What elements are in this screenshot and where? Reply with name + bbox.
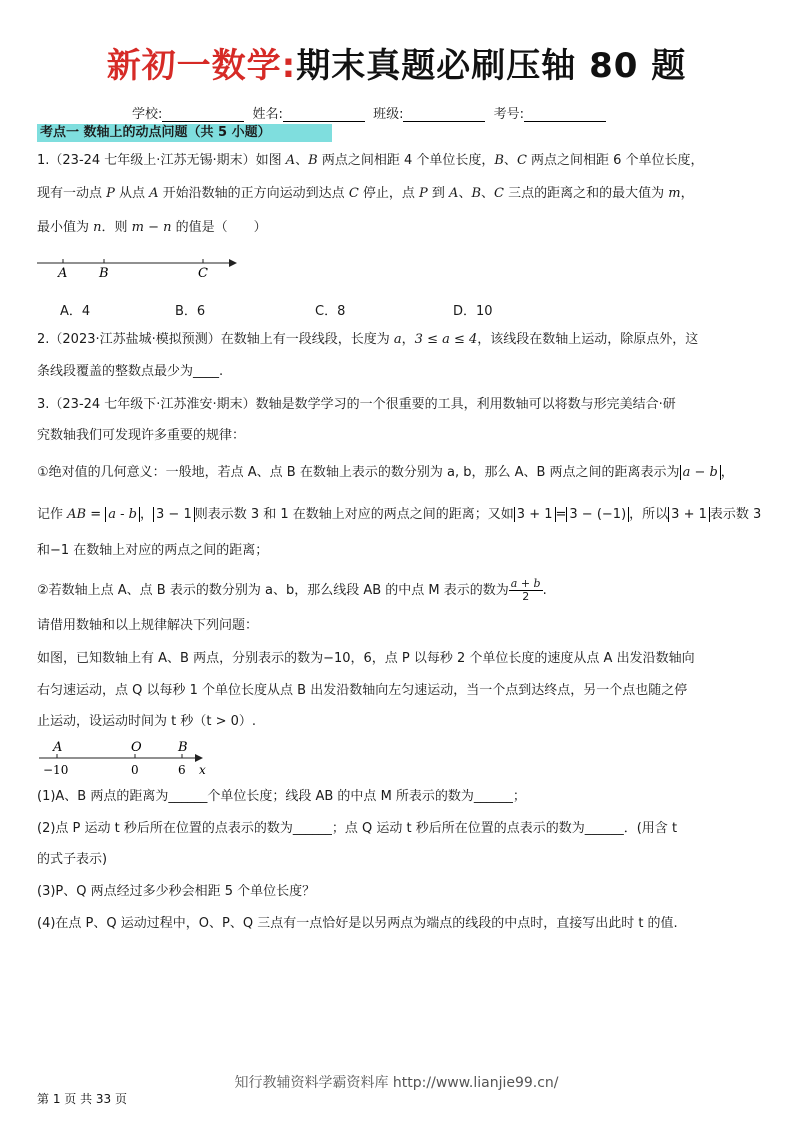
q3-rule-3: 和−1 在数轴上对应的两点之间的距离； — [37, 543, 269, 558]
q3-line-1: 3.（23-24 七年级下·江苏淮安·期末）数轴是数学学习的一个很重要的工具，利用数轴可以将数与形完美结合·研 — [37, 397, 676, 412]
q3-rule-1 — [37, 464, 734, 482]
q1-axis-label-a: A — [58, 266, 68, 281]
exam-no-blank[interactable] — [524, 107, 606, 122]
q1-choice-d[interactable]: D．10 — [453, 304, 493, 319]
footer-source-link[interactable]: 知行教辅资料学霸资料库 http://www.lianjie99.cn/ — [234, 1075, 559, 1091]
q1-var: n — [93, 220, 102, 235]
q3-sub-2b: 的式子表示) — [37, 852, 108, 867]
q2-text: ，该线段在数轴上运动，除原点外，这 — [477, 332, 699, 347]
q3-sub-1: (1)A、B 两点的距离为______个单位长度；线段 AB 的中点 M 所表示的数为______； — [37, 789, 526, 804]
q3-tick-label-b: 6 — [178, 763, 186, 777]
q1-text: 、 — [458, 186, 472, 201]
q1-var: P — [419, 186, 428, 201]
school-label: 学校: — [132, 107, 163, 122]
q1-choice-c[interactable]: C．8 — [315, 304, 346, 319]
q3-text: ， — [140, 507, 154, 522]
q2-var: a — [393, 332, 402, 347]
q1-text: 、 — [295, 153, 309, 168]
q3-abs-expr: a − b — [680, 465, 721, 480]
q1-axis-label-c: C — [198, 266, 208, 281]
q1-text: 停止，点 — [358, 186, 420, 201]
q1-var: m − n — [131, 220, 172, 235]
q1-text: 两点之间相距 4 个单位长度， — [317, 153, 495, 168]
class-blank[interactable] — [403, 107, 485, 122]
q2-text: ， — [401, 332, 415, 347]
q1-text: 、 — [481, 186, 495, 201]
q1-text: ．则 — [101, 220, 132, 235]
q3-fraction-num: a + b — [510, 577, 541, 590]
footer-page-number: 第 1 页 共 33 页 — [37, 1092, 127, 1106]
q1-text: 现有一动点 — [37, 186, 107, 201]
q1-text: ， — [680, 186, 694, 201]
q1-var: m — [668, 186, 681, 201]
q3-text: = — [555, 507, 567, 522]
q3-number-line — [37, 738, 217, 780]
q3-line-2: 究数轴我们可发现许多重要的规律： — [37, 428, 246, 443]
name-blank[interactable] — [283, 107, 365, 122]
q3-text: ， — [720, 465, 734, 480]
q1-choice-b[interactable]: B．6 — [175, 304, 206, 319]
q3-prompt: 请借用数轴和以上规律解决下列问题： — [37, 618, 259, 633]
q1-var: C — [348, 186, 359, 201]
q1-var: B — [308, 153, 318, 168]
q3-abs-expr: 3 − (−1) — [566, 507, 629, 522]
q1-axis-label-b: B — [99, 266, 109, 281]
q2-line-2: 条线段覆盖的整数点最少为____. — [37, 364, 224, 379]
q1-var: C — [494, 186, 504, 201]
q3-rule-2 — [37, 506, 761, 524]
section-header: 考点一 数轴上的动点问题（共 5 小题） — [37, 124, 332, 142]
q3-abs-expr: 3 + 1 — [668, 507, 710, 522]
page-title — [0, 38, 793, 87]
exam-no-label: 考号: — [493, 107, 524, 122]
title-part-black: 期末真题必刷压轴 80 题 — [296, 46, 687, 86]
q3-fraction — [509, 578, 543, 603]
q3-axis-x-label: x — [199, 763, 206, 777]
q1-axis-arrow — [229, 259, 237, 267]
q3-text: 则表示数 3 和 1 在数轴上对应的两点之间的距离；又如 — [194, 507, 514, 522]
q3-tick-label-a: −10 — [43, 763, 69, 777]
q1-text: 最小值为 — [37, 220, 94, 235]
q3-axis-label-a: A — [53, 740, 63, 755]
q3-text: ，所以 — [629, 507, 669, 522]
q1-line-2 — [37, 185, 694, 203]
q3-text: . — [542, 583, 547, 598]
q3-text: ②若数轴上点 A、点 B 表示的数分别为 a、b，那么线段 AB 的中点 M 表示的数为 — [37, 583, 509, 598]
q1-line-3 — [37, 219, 267, 237]
q3-tick-label-o: 0 — [131, 763, 139, 777]
q1-text: 从点 — [114, 186, 150, 201]
q3-rule-4 — [37, 578, 547, 603]
q3-text: 表示数 3 — [709, 507, 762, 522]
class-label: 班级: — [373, 107, 404, 122]
q1-text: 三点的距离之和的最大值为 — [503, 186, 669, 201]
q2-inequality: 3 ≤ a ≤ 4 — [414, 332, 478, 347]
q3-axis-label-o: O — [131, 740, 142, 755]
q1-var: C — [516, 153, 527, 168]
q1-var: B — [494, 153, 504, 168]
q3-var: AB — [67, 507, 87, 522]
q3-sub-4: (4)在点 P、Q 运动过程中，O、P、Q 三点有一点恰好是以另两点为端点的线段的中点时，直接写出此时 t 的值. — [37, 916, 678, 931]
q3-axis-arrow — [195, 754, 203, 762]
q3-body-3: 止运动，设运动时间为 t 秒（t > 0）. — [37, 714, 257, 729]
q3-axis-label-b: B — [178, 740, 188, 755]
q2-line-1 — [37, 331, 698, 349]
q3-text: = — [86, 507, 106, 522]
q2-text: 2.（2023·江苏盐城·模拟预测）在数轴上有一段线段，长度为 — [37, 332, 394, 347]
student-info-row — [132, 103, 610, 122]
q3-abs-expr: 3 − 1 — [153, 507, 195, 522]
q3-body-1: 如图，已知数轴上有 A、B 两点，分别表示的数为−10，6，点 P 以每秒 2 个单位长度的速度从点 A 出发沿数轴向 — [37, 651, 695, 666]
q1-var: B — [471, 186, 482, 201]
q1-text: 的值是（ ） — [171, 220, 267, 235]
q1-line-1 — [37, 152, 704, 170]
q1-var: A — [285, 153, 296, 168]
q3-fraction-den: 2 — [522, 590, 530, 603]
q3-abs-expr: 3 + 1 — [514, 507, 556, 522]
q3-sub-3: (3)P、Q 两点经过多少秒会相距 5 个单位长度？ — [37, 884, 316, 899]
q1-text: 两点之间相距 6 个单位长度， — [526, 153, 704, 168]
q1-number-line — [37, 254, 247, 284]
title-part-red: 新初一数学: — [106, 46, 297, 86]
q3-text: 记作 — [37, 507, 68, 522]
name-label: 姓名: — [252, 107, 283, 122]
q1-text: 到 — [427, 186, 450, 201]
q1-var: P — [106, 186, 115, 201]
q1-choice-a[interactable]: A．4 — [60, 304, 91, 319]
q1-var: A — [449, 186, 459, 201]
q3-sub-2a: (2)点 P 运动 t 秒后所在位置的点表示的数为______；点 Q 运动 t 秒后所在位置的点表示的数为______．(用含 t — [37, 821, 678, 836]
school-blank[interactable] — [162, 107, 244, 122]
q3-text: ①绝对值的几何意义：一般地，若点 A、点 B 在数轴上表示的数分别为 a, b，那么 A、B 两点之间的距离表示为 — [37, 465, 680, 480]
q1-var: A — [149, 186, 159, 201]
q3-body-2: 右匀速运动，点 Q 以每秒 1 个单位长度从点 B 出发沿数轴向左匀速运动，当一个点到达终点，另一个点也随之停 — [37, 683, 688, 698]
q1-text: 1.（23-24 七年级上·江苏无锡·期末）如图 — [37, 153, 286, 168]
q1-text: 开始沿数轴的正方向运动到达点 — [158, 186, 349, 201]
q1-text: 、 — [503, 153, 517, 168]
q3-abs-expr: a - b — [105, 507, 140, 522]
